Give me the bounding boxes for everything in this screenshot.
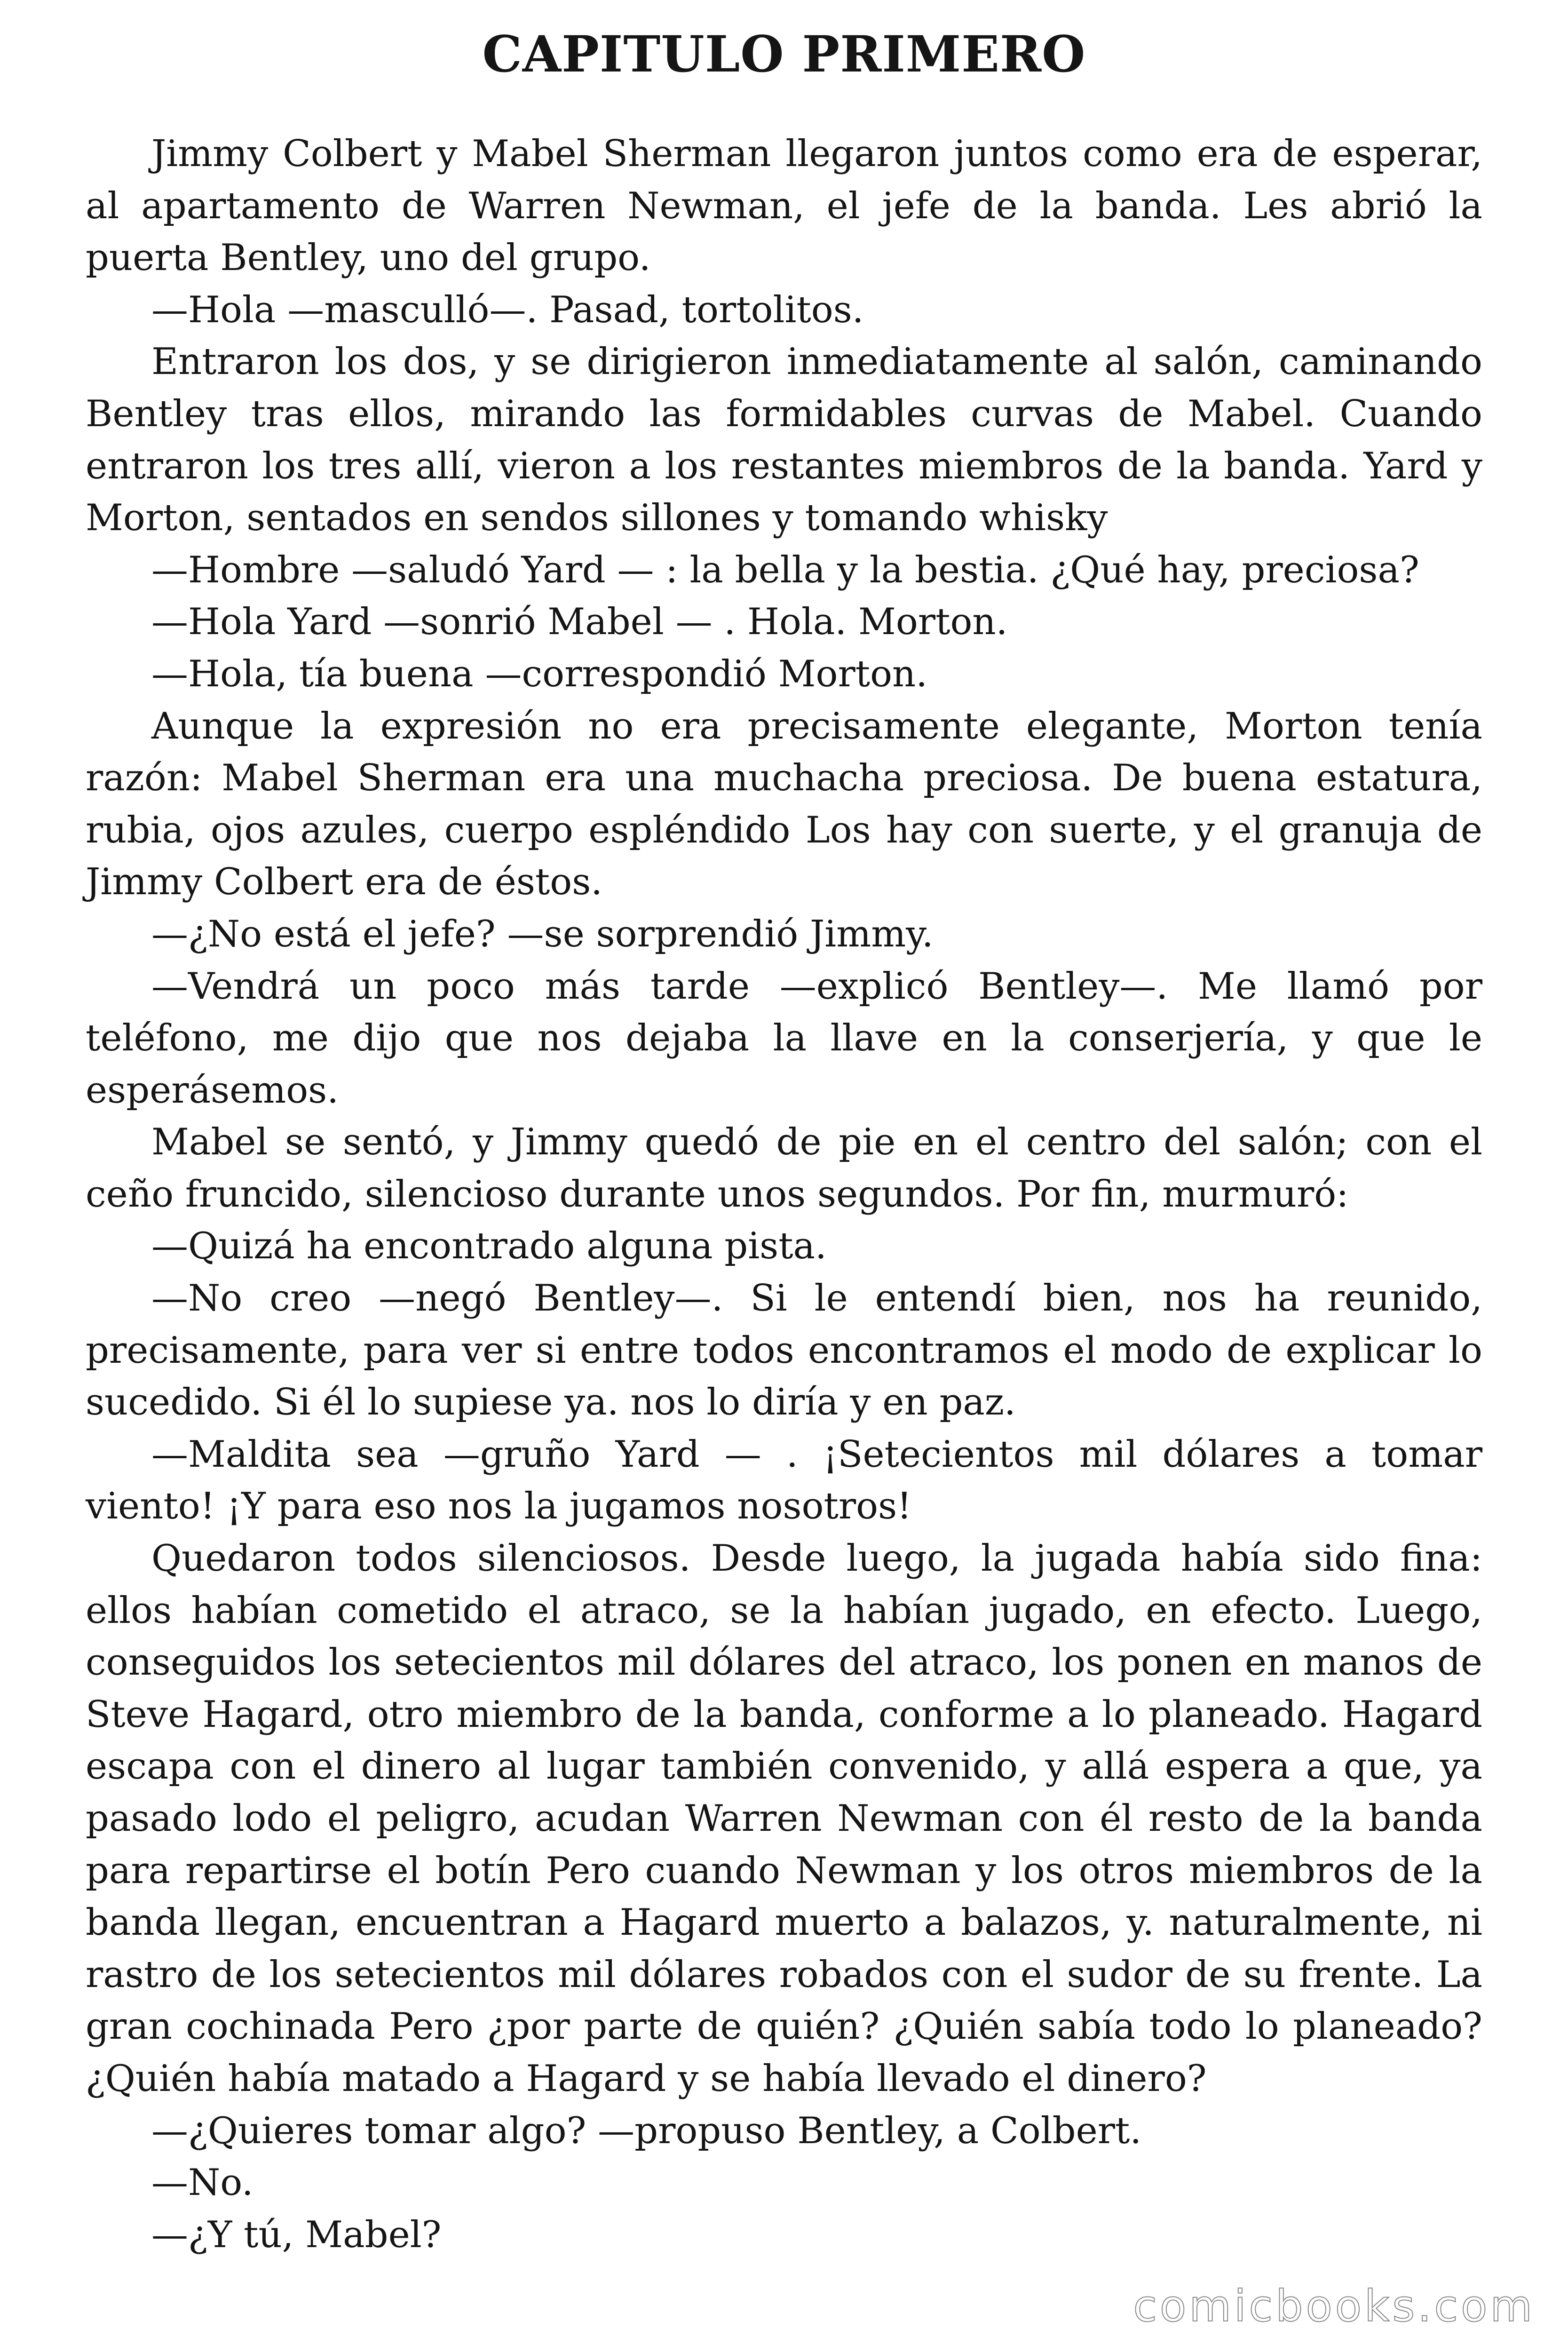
paragraph: —No creo —negó Bentley—. Si le entendí bien, nos ha reunido, precisamente, para ver si entre todos encontramos el modo de explicar lo sucedido. Si él lo supiese ya. nos lo diría y en paz. — [86, 1277, 1482, 1424]
paragraph: —Quizá ha encontrado alguna pista. — [151, 1225, 827, 1268]
paragraph: —¿Quieres tomar algo? —propuso Bentley, a Colbert. — [151, 2109, 1142, 2152]
chapter-body — [86, 128, 1482, 2261]
paragraph: —Hombre —saludó Yard — : la bella y la bestia. ¿Qué hay, preciosa? — [151, 548, 1419, 591]
chapter-title: CAPITULO PRIMERO — [482, 24, 1086, 83]
paragraph: —Vendrá un poco más tarde —explicó Bentley—. Me llamó por teléfono, me dijo que nos dejaba la llave en la conserjería, y que le esperásemos. — [86, 965, 1482, 1112]
paragraph: —¿Y tú, Mabel? — [151, 2213, 442, 2256]
paragraph: Aunque la expresión no era precisamente elegante, Morton tenía razón: Mabel Sherman era una muchacha preciosa. De buena estatura, rubia, ojos azules, cuerpo espléndido Los hay con suerte, y el granuja de Jimmy Colbert era de éstos. — [86, 705, 1482, 904]
paragraph: Entraron los dos, y se dirigieron inmediatamente al salón, caminando Bentley tras ellos, mirando las formidables curvas de Mabel. Cuando entraron los tres allí, vieron a los restantes miembros de la banda. Yard y Morton, sentados en sendos sillones y tomando whisky — [86, 341, 1482, 540]
paragraph: —Hola —masculló—. Pasad, tortolitos. — [151, 288, 864, 331]
paragraph: —¿No está el jefe? —se sorprendió Jimmy. — [151, 913, 934, 955]
paragraph: Jimmy Colbert y Mabel Sherman llegaron juntos como era de esperar, al apartamento de Warren Newman, el jefe de la banda. Les abrió la puerta Bentley, uno del grupo. — [86, 133, 1482, 279]
paragraph: —Hola, tía buena —correspondió Morton. — [151, 652, 928, 695]
paragraph: Mabel se sentó, y Jimmy quedó de pie en el centro del salón; con el ceño fruncido, silencioso durante unos segundos. Por fin, murmuró: — [86, 1121, 1482, 1216]
paragraph: —No. — [151, 2161, 253, 2204]
paragraph: Quedaron todos silenciosos. Desde luego, la jugada había sido fina: ellos habían cometido el atraco, se la habían jugado, en efecto. Luego, conseguidos los setecientos mil dólares del atraco, los ponen en manos de Steve Hagard, otro miembro de la banda, conforme a lo planeado. Hagard escapa con el dinero al lugar también convenido, y allá espera a que, ya pasado lodo el peligro, acudan Warren Newman con él resto de la banda para repartirse el botín Pero cuando Newman y los otros miembros de la banda llegan, encuentran a Hagard muerto a balazos, y. naturalmente, ni rastro de los setecientos mil dólares robados con el sudor de su frente. La gran cochinada Pero ¿por parte de quién? ¿Quién sabía todo lo planeado? ¿Quién había matado a Hagard y se había llevado el dinero? — [86, 1537, 1482, 2100]
paragraph: —Maldita sea —gruño Yard — . ¡Setecientos mil dólares a tomar viento! ¡Y para eso nos la jugamos nosotros! — [86, 1433, 1482, 1528]
watermark-logo: comicbooks.com — [1133, 2281, 1535, 2331]
paragraph: —Hola Yard —sonrió Mabel — . Hola. Morton. — [151, 601, 1008, 644]
